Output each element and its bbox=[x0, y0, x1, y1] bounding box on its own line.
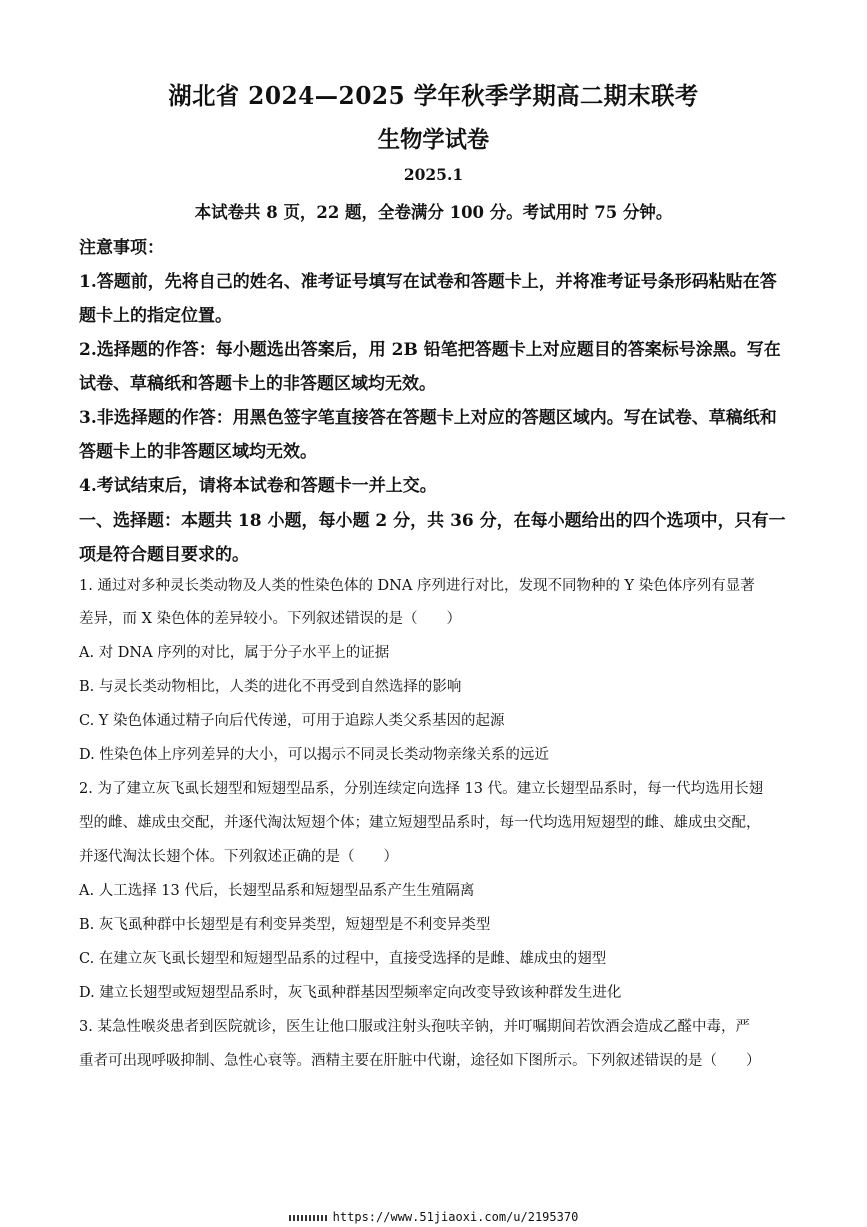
watermark-mark-icon bbox=[289, 1215, 327, 1221]
notice-item-1-line-1: 1.答题前，先将自己的姓名、准考证号填写在试卷和答题卡上，并将准考证号条形码粘贴在答 bbox=[79, 272, 777, 292]
question-1-option-b: B. 与灵长类动物相比，人类的进化不再受到自然选择的影响 bbox=[79, 679, 462, 695]
exam-subtitle: 生物学试卷 bbox=[377, 126, 490, 153]
question-2-line-3: 并逐代淘汰长翅个体。下列叙述正确的是（ ） bbox=[79, 849, 398, 865]
exam-summary: 本试卷共 8 页，22 题，全卷满分 100 分。考试用时 75 分钟。 bbox=[194, 203, 673, 223]
question-1-option-d: D. 性染色体上序列差异的大小，可以揭示不同灵长类动物亲缘关系的远近 bbox=[79, 747, 549, 763]
exam-date: 2025.1 bbox=[403, 165, 464, 184]
question-1-line-1: 1. 通过对多种灵长类动物及人类的性染色体的 DNA 序列进行对比，发现不同物种的 Y 染色体序列有显著 bbox=[79, 578, 755, 594]
notice-item-2-line-2: 试卷、草稿纸和答题卡上的非答题区域均无效。 bbox=[79, 374, 436, 394]
question-1-line-2: 差异，而 X 染色体的差异较小。下列叙述错误的是（ ） bbox=[79, 611, 462, 627]
question-2-option-d: D. 建立长翅型或短翅型品系时，灰飞虱种群基因型频率定向改变导致该种群发生进化 bbox=[79, 985, 622, 1001]
notice-item-3-line-2: 答题卡上的非答题区域均无效。 bbox=[79, 442, 317, 462]
section-1-heading-line-2: 项是符合题目要求的。 bbox=[79, 545, 249, 565]
question-2-line-1: 2. 为了建立灰飞虱长翅型和短翅型品系，分别连续定向选择 13 代。建立长翅型品系时，每一代均选用长翅 bbox=[79, 781, 764, 797]
question-3-line-2: 重者可出现呼吸抑制、急性心衰等。酒精主要在肝脏中代谢，途径如下图所示。下列叙述错误的是（ ） bbox=[79, 1053, 761, 1069]
notice-item-2-line-1: 2.选择题的作答：每小题选出答案后，用 2B 铅笔把答题卡上对应题目的答案标号涂黑。写在 bbox=[79, 340, 781, 360]
question-2-option-a: A. 人工选择 13 代后，长翅型品系和短翅型品系产生生殖隔离 bbox=[79, 883, 475, 899]
question-1-option-a: A. 对 DNA 序列的对比，属于分子水平上的证据 bbox=[79, 645, 390, 661]
question-1-option-c: C. Y 染色体通过精子向后代传递，可用于追踪人类父系基因的起源 bbox=[79, 713, 505, 729]
notice-item-4: 4.考试结束后，请将本试卷和答题卡一并上交。 bbox=[79, 476, 437, 496]
notice-heading: 注意事项： bbox=[79, 238, 164, 258]
question-3-line-1: 3. 某急性喉炎患者到医院就诊，医生让他口服或注射头孢呋辛钠，并叮嘱期间若饮酒会造成乙醛中毒，严 bbox=[79, 1019, 750, 1035]
question-2-line-2: 型的雌、雄成虫交配，并逐代淘汰短翅个体；建立短翅型品系时，每一代均选用短翅型的雌、雄成虫交配， bbox=[79, 815, 761, 831]
notice-item-3-line-1: 3.非选择题的作答：用黑色签字笔直接答在答题卡上对应的答题区域内。写在试卷、草稿纸和 bbox=[79, 408, 777, 428]
footer-url[interactable]: https://www.51jiaoxi.com/u/2195370 bbox=[332, 1210, 579, 1224]
section-1-heading-line-1: 一、选择题：本题共 18 小题，每小题 2 分，共 36 分，在每小题给出的四个选项中，只有一 bbox=[79, 511, 786, 531]
question-2-option-c: C. 在建立灰飞虱长翅型和短翅型品系的过程中，直接受选择的是雌、雄成虫的翅型 bbox=[79, 951, 607, 967]
notice-item-1-line-2: 题卡上的指定位置。 bbox=[79, 306, 232, 326]
exam-title: 湖北省 2024—2025 学年秋季学期高二期末联考 bbox=[168, 81, 699, 110]
question-2-option-b: B. 灰飞虱种群中长翅型是有利变异类型，短翅型是不利变异类型 bbox=[79, 917, 491, 933]
page-footer bbox=[0, 1210, 867, 1224]
